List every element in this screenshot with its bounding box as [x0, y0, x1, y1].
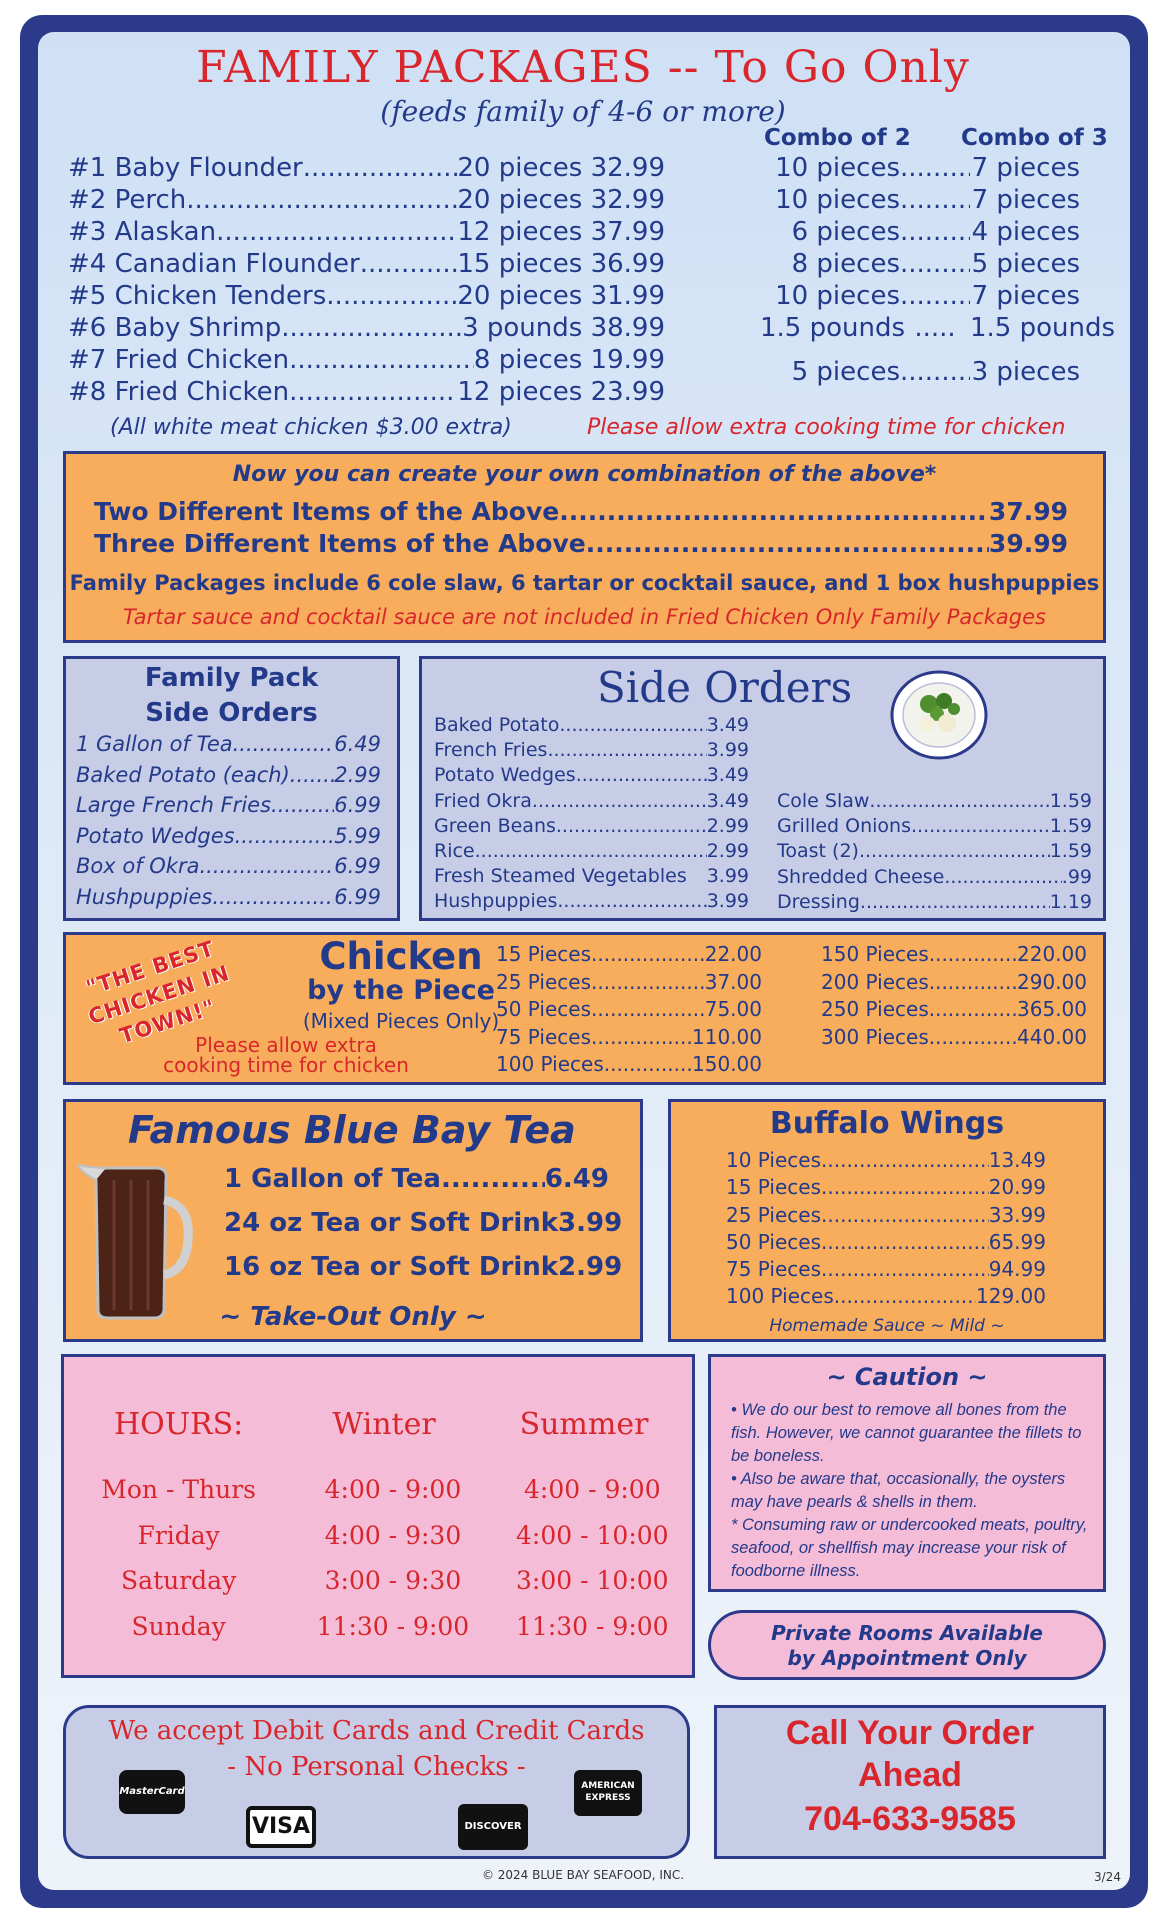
list-item [434, 789, 749, 814]
list-item [76, 882, 381, 913]
table-row [64, 1558, 692, 1604]
package-row [68, 184, 665, 216]
hours-panel [61, 1354, 695, 1678]
page-title: FAMILY PACKAGES -- To Go Only [196, 42, 970, 93]
item-price: 365.00 [1017, 997, 1087, 1021]
package-name: #6 Baby Shrimp [68, 313, 282, 343]
side-orders-right-list [777, 789, 1092, 915]
list-item [434, 713, 749, 738]
wings-title: Buffalo Wings [769, 1106, 1005, 1141]
list-item [434, 839, 749, 864]
item-name: Dressing [777, 890, 860, 913]
item-name: 1 Gallon of Tea [224, 1164, 441, 1194]
list-item [496, 1051, 762, 1079]
chicken-note-1: Please allow extra [195, 1033, 377, 1057]
payment-line2: - No Personal Checks - [227, 1752, 526, 1782]
list-item [496, 1024, 762, 1052]
item-price: 75.00 [704, 997, 762, 1021]
list-item [777, 789, 1092, 814]
item-price: 129.00 [976, 1284, 1046, 1309]
family-sides-panel [63, 656, 400, 921]
item-name: French Fries [434, 739, 548, 762]
item-name: Cole Slaw [777, 790, 870, 812]
combo-row [760, 184, 1080, 216]
item-price: 6.99 [334, 884, 381, 909]
item-name: 50 Pieces [726, 1229, 822, 1254]
phone-number[interactable]: 704-633-9585 [804, 1800, 1016, 1838]
item-price: 65.99 [988, 1229, 1046, 1254]
item-price: 6.99 [334, 793, 381, 817]
list-item [76, 851, 381, 882]
side-orders-left-list [434, 713, 749, 915]
item-price: 6.49 [334, 732, 381, 756]
package-qty: 20 pieces 31.99 [457, 281, 665, 311]
day-cell: Saturday [121, 1566, 237, 1595]
package-qty: 20 pieces 32.99 [457, 185, 665, 215]
tea-title: Famous Blue Bay Tea [128, 1108, 576, 1152]
discover-icon: DISCOVER [458, 1804, 528, 1850]
tea-list [224, 1157, 623, 1289]
hours-label: HOURS: [114, 1407, 244, 1442]
package-row [68, 248, 665, 280]
tea-pitcher-icon [76, 1160, 194, 1322]
item-price: 94.99 [988, 1257, 1046, 1282]
package-name: #4 Canadian Flounder [68, 249, 360, 279]
list-item [434, 814, 749, 839]
item-price: 3.99 [706, 865, 749, 888]
private-rooms-line1: Private Rooms Available [771, 1621, 1043, 1645]
item-price: 2.99 [558, 1252, 623, 1282]
list-item [821, 941, 1087, 969]
combo2-value: 8 pieces [791, 249, 900, 279]
item-name: Potato Wedges [76, 823, 235, 848]
combo-row [760, 216, 1080, 248]
package-name: #3 Alaskan [68, 217, 217, 247]
package-row [68, 152, 665, 184]
item-price: 220.00 [1017, 942, 1087, 966]
item-name: Large French Fries [76, 793, 272, 817]
list-item [434, 763, 749, 788]
package-row [68, 280, 665, 312]
item-price: 1.59 [1049, 840, 1092, 863]
version-code: 3/24 [1094, 1870, 1121, 1884]
list-item [224, 1245, 623, 1289]
package-qty: 12 pieces 37.99 [457, 217, 665, 247]
family-sides-list [76, 729, 381, 912]
package-row [68, 216, 665, 248]
winter-heading: Winter [332, 1407, 436, 1442]
item-name: 150 Pieces [821, 942, 929, 966]
combo2-value: 10 pieces [775, 281, 900, 311]
list-item [726, 1229, 1046, 1256]
combo2-value: 6 pieces [791, 217, 900, 247]
combo2-value: 1.5 pounds [760, 313, 906, 343]
page-subtitle: (feeds family of 4-6 or more) [380, 95, 786, 128]
item-name: Fresh Steamed Vegetables [434, 865, 687, 888]
list-item [224, 1201, 623, 1245]
item-name: 1 Gallon of Tea [76, 732, 233, 756]
two-items-price: 37.99 [988, 497, 1068, 526]
side-orders-panel [419, 656, 1106, 921]
combo3-value: 3 pieces [971, 357, 1080, 387]
combo3-heading: Combo of 3 [961, 125, 1108, 151]
extra-time-note: Please allow extra cooking time for chicken [587, 415, 1066, 440]
combo3-value: 7 pieces [971, 185, 1080, 215]
item-price: 110.00 [692, 1024, 762, 1049]
vegetable-plate-icon [889, 669, 989, 761]
item-price: 6.49 [544, 1164, 609, 1194]
item-price: 22.00 [704, 942, 762, 966]
table-row [64, 1604, 692, 1650]
combo-list [760, 152, 1116, 388]
list-item [434, 864, 749, 889]
item-price: 3.99 [706, 890, 749, 913]
list-item [777, 814, 1092, 839]
item-name: Green Beans [434, 814, 556, 837]
combo3-value: 7 pieces [971, 153, 1080, 183]
amex-line2: EXPRESS [585, 1793, 631, 1803]
list-item [76, 760, 381, 791]
call-line2: Ahead [858, 1756, 962, 1794]
summer-heading: Summer [519, 1407, 649, 1442]
item-price: 1.19 [1049, 890, 1092, 913]
list-item [777, 839, 1092, 864]
best-chicken-badge: "THE BEST CHICKEN IN TOWN!" [83, 936, 233, 1049]
item-name: Fried Okra [434, 789, 532, 812]
item-price: 33.99 [988, 1202, 1046, 1227]
item-name: 75 Pieces [496, 1024, 592, 1049]
table-row [64, 1513, 692, 1559]
caution-text [731, 1399, 1097, 1583]
day-cell: Mon - Thurs [101, 1475, 256, 1504]
item-name: 200 Pieces [821, 969, 929, 994]
chicken-mixed-note: (Mixed Pieces Only) [302, 1009, 500, 1033]
combination-panel [63, 451, 1106, 643]
combo3-value: 4 pieces [971, 217, 1080, 247]
packages-list [68, 152, 665, 408]
item-name: Hushpuppies [434, 890, 558, 913]
payment-line1: We accept Debit Cards and Credit Cards [108, 1716, 645, 1746]
package-name: #5 Chicken Tenders [68, 281, 327, 311]
combo2-value: 10 pieces [775, 153, 900, 183]
item-name: Rice [434, 840, 475, 863]
family-sides-title1: Family Pack [144, 663, 319, 693]
item-price: 20.99 [988, 1175, 1046, 1200]
visa-icon: VISA [246, 1806, 316, 1848]
three-items-price: 39.99 [988, 529, 1068, 558]
item-name: Toast (2) [777, 840, 859, 863]
call-panel [714, 1705, 1106, 1859]
item-name: 100 Pieces [726, 1284, 834, 1309]
list-item [821, 1024, 1087, 1052]
package-row [68, 344, 665, 376]
item-name: 15 Pieces [496, 942, 592, 966]
item-price: 3.49 [706, 789, 749, 812]
package-qty: 15 pieces 36.99 [457, 249, 665, 279]
list-item [76, 729, 381, 760]
chicken-left-list [496, 941, 762, 1079]
item-name: 10 Pieces [726, 1148, 822, 1172]
list-item [224, 1157, 609, 1201]
item-price: 2.99 [706, 840, 749, 863]
combo3-value: 5 pieces [971, 249, 1080, 279]
item-name: 300 Pieces [821, 1024, 929, 1049]
package-row [68, 312, 665, 344]
tea-panel [63, 1099, 643, 1342]
item-price: 290.00 [1017, 969, 1087, 994]
item-price: 6.99 [334, 854, 381, 878]
winter-cell: 4:00 - 9:00 [324, 1475, 462, 1504]
payment-panel [63, 1705, 690, 1859]
caution-raw: * Consuming raw or undercooked meats, poultry, seafood, or shellfish may increase your risk of foodborne illness. [731, 1516, 1088, 1580]
item-name: 250 Pieces [821, 997, 929, 1021]
item-price: 1.59 [1049, 815, 1092, 838]
takeout-note: ~ Take-Out Only ~ [219, 1302, 487, 1332]
item-name: Baked Potato [434, 714, 560, 736]
combo3-value: 7 pieces [971, 281, 1080, 311]
item-price: .99 [1061, 865, 1092, 888]
list-item [434, 889, 749, 914]
copyright: © 2024 BLUE BAY SEAFOOD, INC. [481, 1868, 685, 1882]
caution-bones: • We do our best to remove all bones from the fish. However, we cannot guarantee the fillets to be boneless. [731, 1401, 1082, 1465]
wings-list [726, 1147, 1046, 1311]
item-name: Baked Potato (each) [76, 762, 290, 787]
list-item [726, 1256, 1046, 1283]
list-item [777, 865, 1092, 890]
summer-cell: 4:00 - 9:00 [523, 1475, 661, 1504]
item-name: 50 Pieces [496, 997, 592, 1021]
item-name: 25 Pieces [726, 1202, 822, 1227]
mastercard-icon: MasterCard [119, 1770, 185, 1814]
list-item [434, 738, 749, 763]
item-price: 440.00 [1017, 1024, 1087, 1049]
summer-cell: 3:00 - 10:00 [516, 1566, 669, 1595]
table-row [64, 1467, 692, 1513]
item-name: 16 oz Tea or Soft Drink [224, 1252, 559, 1282]
item-name: 25 Pieces [496, 969, 592, 994]
chicken-panel [63, 932, 1106, 1085]
package-qty: 20 pieces 32.99 [457, 153, 665, 183]
chicken-note-2: cooking time for chicken [163, 1053, 409, 1077]
package-name: #7 Fried Chicken [68, 345, 290, 375]
white-meat-note: (All white meat chicken $3.00 extra) [110, 415, 512, 440]
call-line1: Call Your Order [785, 1714, 1035, 1752]
item-name: Potato Wedges [434, 764, 576, 787]
item-price: 3.99 [706, 739, 749, 762]
chicken-subtitle: by the Piece [307, 975, 495, 1006]
list-item [726, 1283, 1046, 1310]
item-name: 75 Pieces [726, 1257, 822, 1282]
combo2-value: 5 pieces [791, 357, 900, 387]
item-price: 3.99 [558, 1208, 623, 1238]
package-name: #2 Perch [68, 185, 187, 215]
list-item [496, 996, 762, 1024]
amex-icon [574, 1770, 642, 1816]
combination-heading: Now you can create your own combination of the above* [232, 462, 937, 487]
package-name: #1 Baby Flounder [68, 153, 303, 183]
item-name: 24 oz Tea or Soft Drink [224, 1208, 559, 1238]
item-price: 2.99 [706, 814, 749, 837]
package-qty: 12 pieces 23.99 [457, 377, 665, 407]
wings-panel [668, 1099, 1106, 1342]
item-name: 15 Pieces [726, 1175, 822, 1200]
two-items-row [94, 497, 1068, 526]
combo-row: 1.5 pounds ..... 1.5 pounds [760, 313, 1116, 343]
chicken-right-list [821, 941, 1087, 1051]
caution-pearls: • Also be aware that, occasionally, the oysters may have pearls & shells in them. [731, 1470, 1066, 1511]
list-item [76, 790, 381, 821]
package-qty: 3 pounds 38.99 [462, 313, 665, 343]
chicken-title: Chicken [319, 935, 483, 978]
item-name: 100 Pieces [496, 1052, 604, 1076]
list-item [821, 996, 1087, 1024]
two-items-label: Two Different Items of the Above [94, 497, 560, 526]
item-price: 13.49 [988, 1148, 1046, 1172]
three-items-row [94, 529, 1068, 558]
combo3-value: 1.5 pounds [970, 313, 1116, 343]
amex-line1: AMERICAN [581, 1781, 635, 1791]
combo-row [760, 248, 1080, 280]
winter-cell: 3:00 - 9:30 [324, 1566, 462, 1595]
item-price: 1.59 [1049, 790, 1092, 812]
list-item [496, 969, 762, 997]
wings-sauce-note: Homemade Sauce ~ Mild ~ [769, 1316, 1005, 1336]
combo-row [760, 152, 1080, 184]
package-row [68, 376, 665, 408]
combo2-value: 10 pieces [775, 185, 900, 215]
combo-row [760, 356, 1080, 388]
private-rooms-panel [708, 1610, 1106, 1680]
list-item [726, 1147, 1046, 1174]
day-cell: Sunday [131, 1611, 226, 1641]
combo2-heading: Combo of 2 [764, 125, 911, 151]
package-name: #8 Fried Chicken [68, 377, 290, 407]
list-item [821, 969, 1087, 997]
item-name: Hushpuppies [76, 884, 213, 909]
item-price: 3.49 [706, 714, 749, 736]
day-cell: Friday [137, 1520, 220, 1550]
side-orders-title: Side Orders [597, 663, 853, 712]
list-item [76, 821, 381, 852]
list-item [777, 890, 1092, 915]
winter-cell: 11:30 - 9:00 [316, 1611, 470, 1641]
item-price: 150.00 [692, 1052, 762, 1076]
package-qty: 8 pieces 19.99 [473, 345, 665, 375]
caution-title: ~ Caution ~ [826, 1363, 988, 1391]
three-items-label: Three Different Items of the Above [94, 529, 586, 558]
item-price: 2.99 [334, 762, 381, 787]
item-price: 5.99 [334, 823, 381, 848]
combo-row [760, 280, 1080, 312]
item-price: 37.00 [704, 969, 762, 994]
caution-panel [708, 1354, 1106, 1592]
includes-note: Family Packages include 6 cole slaw, 6 tartar or cocktail sauce, and 1 box hushpuppies [69, 571, 1100, 595]
item-name: Shredded Cheese [777, 865, 945, 888]
list-item [496, 941, 762, 969]
winter-cell: 4:00 - 9:30 [324, 1520, 462, 1550]
item-name: Grilled Onions [777, 815, 912, 838]
item-price: 3.49 [706, 764, 749, 787]
hours-table [64, 1467, 692, 1649]
item-name: Box of Okra [76, 854, 200, 878]
list-item [726, 1174, 1046, 1201]
summer-cell: 4:00 - 10:00 [516, 1520, 669, 1550]
summer-cell: 11:30 - 9:00 [516, 1611, 669, 1641]
tartar-note: Tartar sauce and cocktail sauce are not included in Fried Chicken Only Family Packages [122, 605, 1046, 629]
private-rooms-line2: by Appointment Only [787, 1646, 1027, 1670]
family-sides-title2: Side Orders [145, 698, 318, 728]
list-item [726, 1202, 1046, 1229]
